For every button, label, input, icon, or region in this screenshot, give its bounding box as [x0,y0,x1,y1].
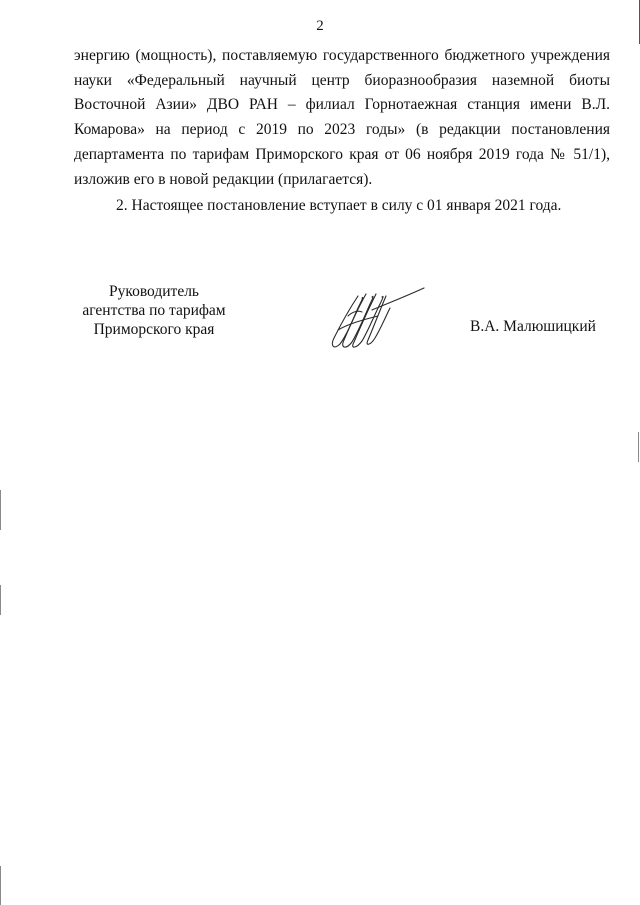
scan-edge-mark [0,585,1,615]
paragraph-continuation: энергию (мощность), поставляемую государственного бюджетного учреждения науки «Федеральный научный центр биоразнообразия наземной биоты Восточной Азии» ДВО РАН – филиал Горнотаежная станция имени В.Л. Комарова» на период с 2019 по 2023 годы» (в редакции постановления департамента по тарифам Приморского края от 06 ноября 2019 года № 51/1), изложив его в новой редакции (прилагается). [74,47,610,188]
scan-edge-mark [0,490,1,530]
page-number: 2 [316,18,324,34]
signer-position-line-1: Руководитель [108,283,200,300]
document-body [74,44,610,219]
handwritten-signature-icon [328,286,428,352]
signer-position-line-3: Приморского края [93,321,215,338]
scan-edge-mark [0,866,1,905]
signer-position [74,282,234,339]
signer-name: В.А. Малюшицкий [470,318,596,335]
scan-edge-mark [638,432,639,462]
paragraph-effective-date: 2. Настоящее постановление вступает в силу с 01 января 2021 года. [116,197,562,215]
signer-position-line-2: агентства по тарифам [82,302,226,319]
